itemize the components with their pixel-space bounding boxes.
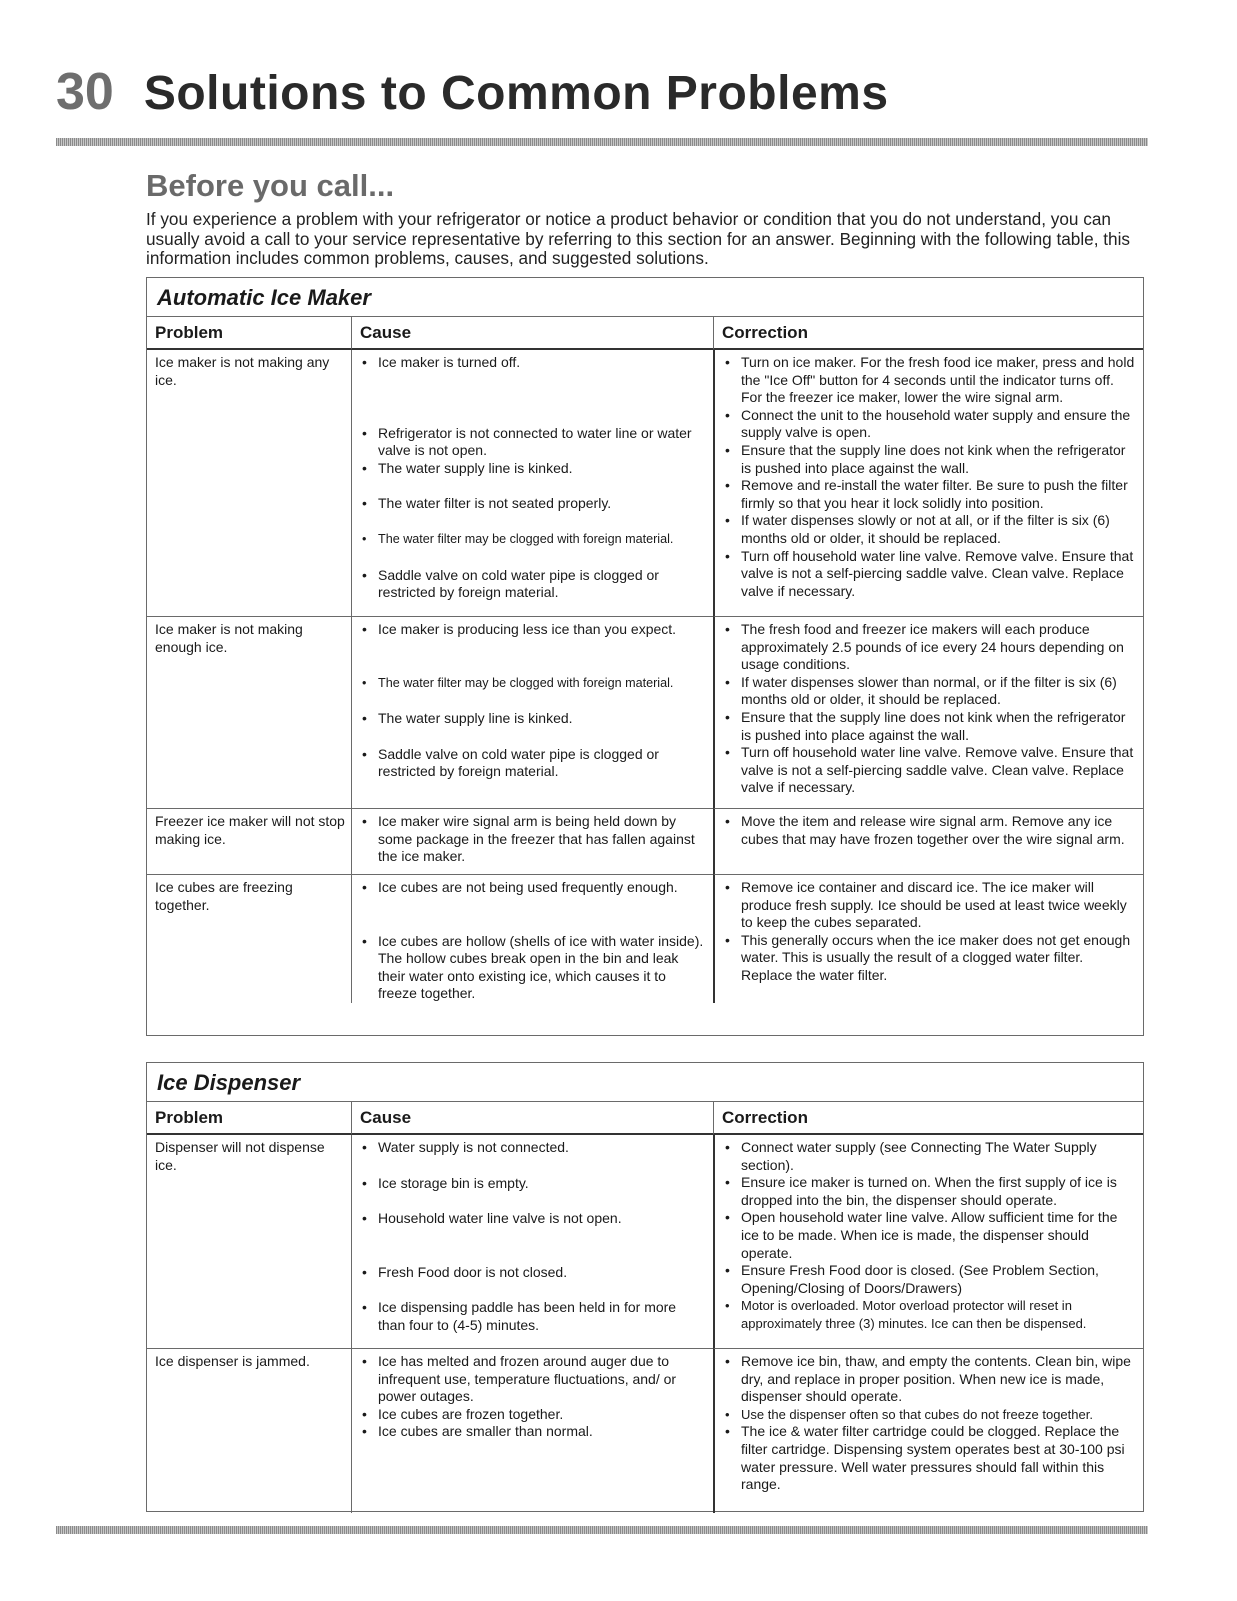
column-header-cause: Cause (351, 317, 713, 350)
correction-item: • The ice & water filter cartridge could be clogged. Replace the filter cartridge. Dispensing system operates best at 30-100 psi water pressure. Well water pressures should fall within this range. (725, 1423, 1125, 1493)
cause-cell (351, 617, 713, 809)
footer-divider (56, 1526, 1148, 1534)
problem-cell: Ice cubes are freezing together. (155, 879, 293, 913)
correction-cell (713, 1135, 1143, 1349)
cause-item: • Ice cubes are frozen together. (362, 1405, 564, 1422)
cause-cell (351, 350, 713, 617)
cause-cell (351, 1349, 713, 1513)
correction-item: • Turn off household water line valve. Remove valve. Ensure that valve is not a self-piercing saddle valve. Clean valve. Replace valve if necessary. (725, 547, 1134, 599)
cause-item: • Ice cubes are smaller than normal. (362, 1423, 593, 1440)
problem-cell: Ice dispenser is jammed. (155, 1353, 310, 1369)
table-title: Ice Dispenser (147, 1063, 1143, 1102)
correction-item: • Ensure ice maker is turned on. When the first supply of ice is dropped into the bin, the dispenser should operate. (725, 1174, 1117, 1208)
cause-cell (351, 809, 713, 875)
correction-cell (713, 350, 1143, 617)
header-divider (56, 138, 1148, 146)
problem-cell: Ice maker is not making any ice. (147, 350, 351, 617)
cause-item: • The water supply line is kinked. (362, 459, 573, 476)
cause-item: • The water filter is not seated properly. (362, 495, 612, 512)
correction-item: • Open household water line valve. Allow sufficient time for the ice to be made. When ice is made, the dispenser should operate. (725, 1209, 1118, 1261)
cause-item: • The water supply line is kinked. (362, 710, 573, 727)
cause-cell (351, 875, 713, 1003)
correction-item: • Turn on ice maker. For the fresh food ice maker, press and hold the "Ice Off" button for 4 seconds until the indicator turns off. For the freezer ice maker, lower the wire signal arm. (725, 354, 1135, 406)
cause-item: • Ice cubes are hollow (shells of ice with water inside). The hollow cubes break open in the bin and leak their water onto existing ice, which causes it to freeze together. (362, 932, 704, 1002)
correction-item: • Motor is overloaded. Motor overload protector will reset in approximately three (3) minutes. Ice can then be dispensed. (725, 1298, 1087, 1331)
cause-item: • Ice has melted and frozen around auger due to infrequent use, temperature fluctuations, and/ or power outages. (362, 1353, 677, 1405)
cause-item: • Ice maker wire signal arm is being held down by some package in the freezer that has fallen against the ice maker. (362, 813, 695, 865)
cause-item: • Refrigerator is not connected to water line or water valve is not open. (362, 424, 692, 459)
cause-item: • The water filter may be clogged with foreign material. (362, 531, 674, 546)
correction-item: • Remove ice bin, thaw, and empty the contents. Clean bin, wipe dry, and replace in proper position. When new ice is made, dispenser should operate. (725, 1353, 1131, 1405)
correction-item: • Ensure Fresh Food door is closed. (See Problem Section, Opening/Closing of Doors/Drawers) (725, 1262, 1099, 1296)
cause-item: • Ice maker is turned off. (362, 354, 521, 370)
intro-paragraph: If you experience a problem with your refrigerator or notice a product behavior or condition that you do not understand, you can usually avoid a call to your service representative by referring to this section for an answer. Beginning with the following table, this information includes common problems, causes, and suggested solutions. (146, 209, 1131, 268)
cause-item: • Fresh Food door is not closed. (362, 1263, 568, 1280)
column-header-correction: Correction (713, 317, 1143, 350)
ice-maker-table (146, 277, 1144, 1036)
column-header-correction: Correction (713, 1102, 1143, 1135)
cause-item: • The water filter may be clogged with foreign material. (362, 675, 674, 690)
correction-item: • If water dispenses slower than normal, or if the filter is six (6) months old or older, it should be replaced. (725, 673, 1117, 708)
cause-item: • Saddle valve on cold water pipe is clogged or restricted by foreign material. (362, 566, 659, 601)
cause-item: • Water supply is not connected. (362, 1139, 569, 1155)
cause-item: • Household water line valve is not open. (362, 1210, 622, 1227)
table-grid (147, 1102, 1143, 1513)
column-header-problem: Problem (147, 1102, 351, 1135)
problem-cell: Dispenser will not dispense ice. (147, 1135, 351, 1349)
page-title: Solutions to Common Problems (143, 67, 889, 120)
problem-cell: Ice maker is not making enough ice. (147, 617, 351, 809)
column-header-cause: Cause (351, 1102, 713, 1135)
cause-cell (351, 1135, 713, 1349)
cause-item: • Ice storage bin is empty. (362, 1174, 529, 1191)
correction-item: • Ensure that the supply line does not kink when the refrigerator is pushed into place against the wall. (725, 441, 1126, 476)
correction-item: • Turn off household water line valve. Remove valve. Ensure that valve is not a self-piercing saddle valve. Clean valve. Replace valve if necessary. (725, 744, 1134, 796)
correction-item: • Ensure that the supply line does not kink when the refrigerator is pushed into place against the wall. (725, 708, 1126, 743)
table-title: Automatic Ice Maker (147, 278, 1143, 317)
page-header (56, 62, 889, 122)
correction-item: • Use the dispenser often so that cubes do not freeze together. (725, 1406, 1093, 1422)
ice-dispenser-table (146, 1062, 1144, 1512)
correction-item: • This generally occurs when the ice maker does not get enough water. This is usually the result of a clogged water filter. Replace the water filter. (725, 931, 1131, 983)
section-heading: Before you call... (146, 168, 395, 203)
correction-item: • The fresh food and freezer ice makers will each produce approximately 2.5 pounds of ice every 24 hours depending on usage conditions. (725, 621, 1124, 673)
problem-cell: Freezer ice maker will not stop making ice. (147, 809, 351, 875)
correction-item: • Move the item and release wire signal arm. Remove any ice cubes that may have frozen together over the wire signal arm. (725, 813, 1125, 847)
cause-item: • Saddle valve on cold water pipe is clogged or restricted by foreign material. (362, 745, 659, 780)
correction-item: • If water dispenses slowly or not at all, or if the filter is six (6) months old or older, it should be replaced. (725, 512, 1110, 546)
cause-item: • Ice dispensing paddle has been held in for more than four to (4-5) minutes. (362, 1299, 677, 1333)
column-header-problem: Problem (147, 317, 351, 350)
cause-item: • Ice cubes are not being used frequently enough. (362, 879, 678, 895)
correction-cell (713, 809, 1143, 875)
correction-item: • Connect the unit to the household water supply and ensure the supply valve is open. (725, 406, 1131, 441)
table-grid (147, 317, 1143, 1003)
correction-cell (713, 617, 1143, 809)
correction-cell (713, 875, 1143, 1003)
correction-item: • Connect water supply (see Connecting The Water Supply section). (725, 1139, 1097, 1173)
cause-item: • Ice maker is producing less ice than you expect. (362, 621, 677, 637)
correction-cell (713, 1349, 1143, 1513)
correction-item: • Remove and re-install the water filter. Be sure to push the filter firmly so that you hear it lock solidly into position. (725, 477, 1128, 511)
page-number: 30 (56, 63, 114, 121)
correction-item: • Remove ice container and discard ice. The ice maker will produce fresh supply. Ice should be used at least twice weekly to keep the cubes separated. (725, 879, 1127, 931)
